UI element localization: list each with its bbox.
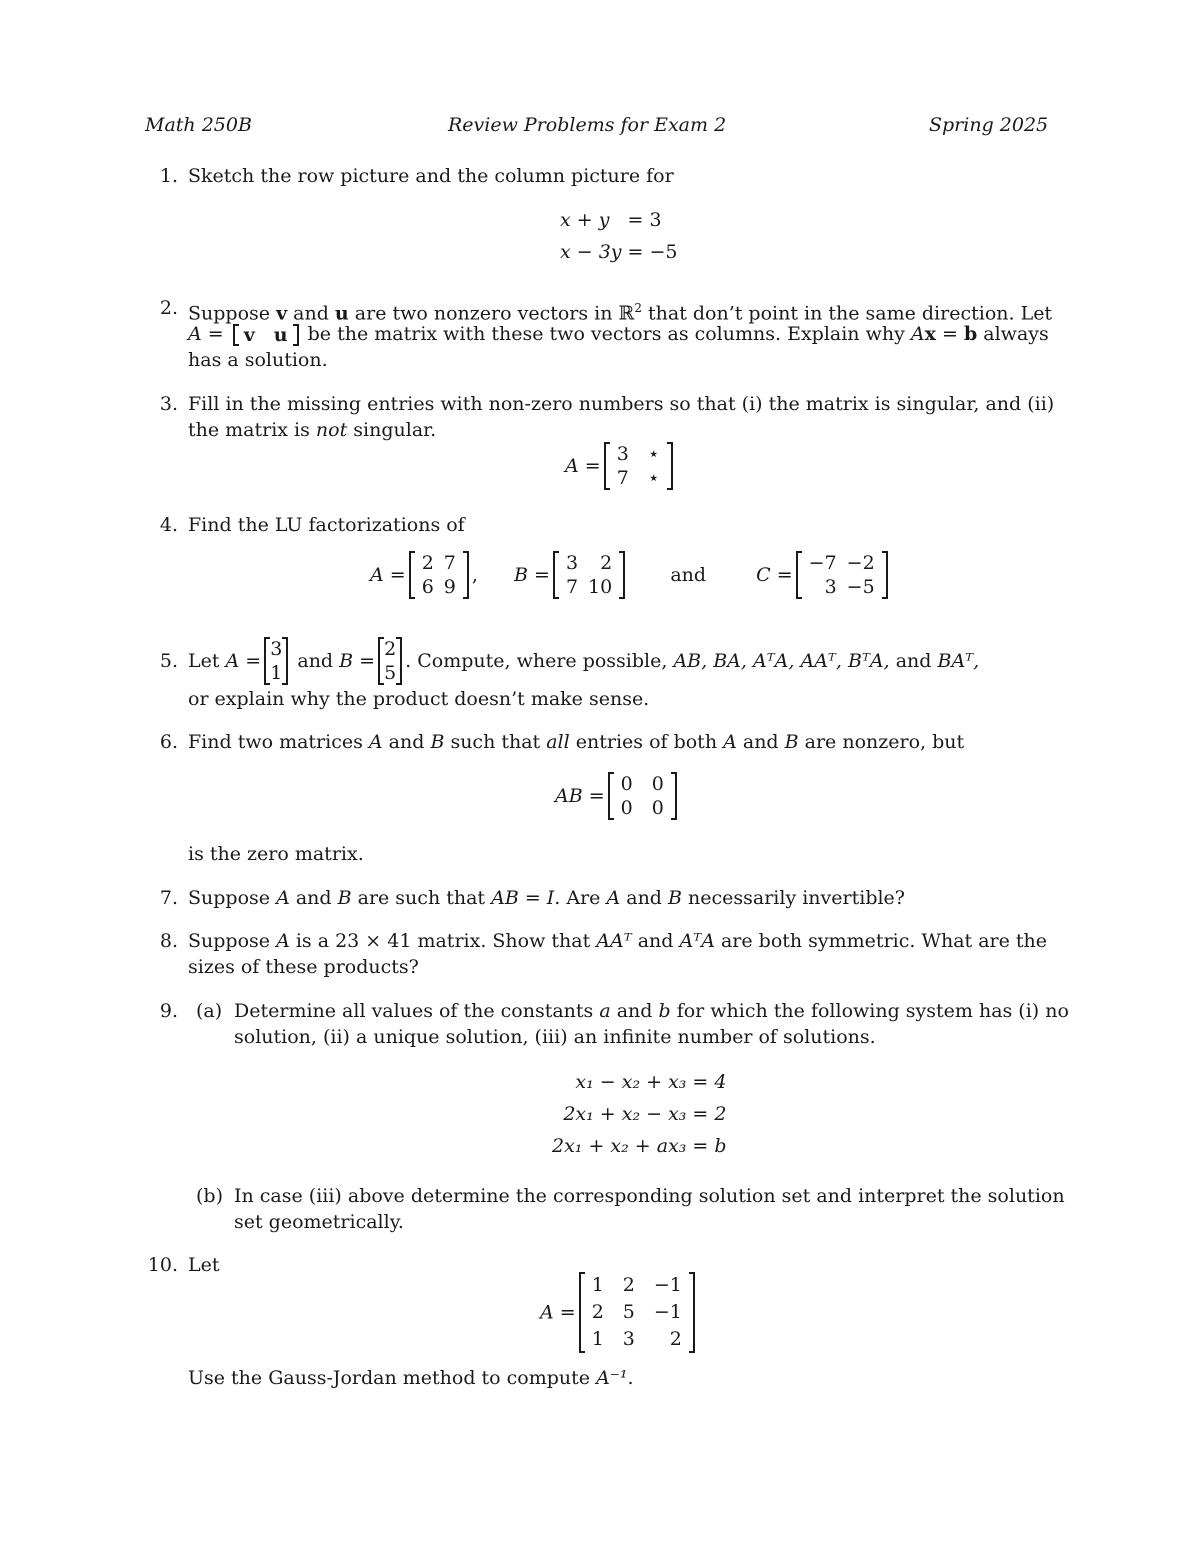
semester: Spring 2025 xyxy=(929,114,1049,136)
equation-rhs: = −5 xyxy=(627,241,678,263)
matrix-b: 3 2 7 10 xyxy=(553,551,625,599)
problem-10-let: Let xyxy=(188,1254,220,1276)
document-title: Review Problems for Exam 2 xyxy=(448,114,727,136)
vector-b: 2 5 xyxy=(378,637,402,685)
problem-4-text: Find the LU factorizations of xyxy=(188,514,465,536)
problem-9-system xyxy=(552,1066,727,1162)
equation-lhs: x − 3y xyxy=(560,241,622,263)
problem-6-line-2: is the zero matrix. xyxy=(188,843,364,865)
problem-number: 4. xyxy=(159,514,178,536)
problem-1-system xyxy=(560,204,678,268)
problem-number: 2. xyxy=(159,297,178,319)
problem-3-line-2: the matrix is not singular. xyxy=(188,419,437,441)
problem-8-line-1: Suppose A is a 23 × 41 matrix. Show that AAᵀ and AᵀA are both symmetric. What are the xyxy=(188,930,1048,952)
problem-2-line-1: Suppose v and u are two nonzero vectors in ℝ$^2$ that don’t point in the same direction. Let xyxy=(188,301,1053,325)
equation-lhs: x + y xyxy=(560,209,610,231)
problem-7-text: Suppose A and B are such that AB = I. Are A and B necessarily invertible? xyxy=(188,887,905,909)
problem-10-line-2: Use the Gauss-Jordan method to compute A⁻¹. xyxy=(188,1367,634,1389)
problem-9a-line-2: solution, (ii) a unique solution, (iii) an infinite number of solutions. xyxy=(234,1026,876,1048)
problem-5-line-2: or explain why the product doesn’t make sense. xyxy=(188,688,650,710)
equation-rhs: = b xyxy=(692,1135,727,1157)
problem-9a-line-1: Determine all values of the constants a and b for which the following system has (i) no xyxy=(234,1000,1069,1022)
matrix-c: −7 −2 3 −5 xyxy=(796,551,888,599)
problem-number: 7. xyxy=(159,887,178,909)
problem-number: 1. xyxy=(159,165,178,187)
equation-lhs: 2x₁ + x₂ + ax₃ xyxy=(552,1135,687,1157)
problem-2-line-2: A = v u be the matrix with these two vectors as columns. Explain why Ax = b always xyxy=(188,323,1049,346)
problem-number: 5. xyxy=(159,650,178,672)
matrix-a: 2 7 6 9 xyxy=(409,551,469,599)
problem-3-matrix: A = 3 ⋆ 7 ⋆ xyxy=(565,442,676,490)
problem-6-line-1: Find two matrices A and B such that all entries of both A and B are nonzero, but xyxy=(188,731,965,753)
problem-9b-line-1: In case (iii) above determine the corresponding solution set and interpret the solution xyxy=(234,1185,1065,1207)
problem-4-matrices: A = 2 7 6 9 , B = 3 2 7 10 and C = −7 −2 3 −5 xyxy=(370,551,891,599)
problem-2-line-3: has a solution. xyxy=(188,349,328,371)
problem-3-line-1: Fill in the missing entries with non-zero numbers so that (i) the matrix is singular, and (ii) xyxy=(188,393,1055,415)
vector-a: 3 1 xyxy=(264,637,288,685)
problem-8-line-2: sizes of these products? xyxy=(188,956,419,978)
part-label: (b) xyxy=(196,1185,223,1207)
equation-rhs: = 4 xyxy=(692,1071,727,1093)
problem-9b-line-2: set geometrically. xyxy=(234,1211,404,1233)
equation-lhs: x₁ − x₂ + x₃ xyxy=(575,1071,687,1093)
problem-number: 8. xyxy=(159,930,178,952)
problem-number: 9. xyxy=(159,1000,178,1022)
problem-6-matrix: AB = 0 0 0 0 xyxy=(555,772,680,820)
problem-1-text: Sketch the row picture and the column picture for xyxy=(188,165,674,187)
problem-number: 10. xyxy=(147,1254,178,1276)
equation-rhs: = 3 xyxy=(627,209,662,231)
equation-lhs: 2x₁ + x₂ − x₃ xyxy=(563,1103,687,1125)
course-title: Math 250B xyxy=(145,114,252,136)
part-label: (a) xyxy=(196,1000,223,1022)
equation-rhs: = 2 xyxy=(692,1103,727,1125)
problem-10-matrix: A = 1 2 −1 2 5 −1 1 3 2 xyxy=(540,1272,698,1353)
problem-number: 6. xyxy=(159,731,178,753)
problem-5-line-1: Let A = 3 1 and B = 2 5 . Compute, where possible, AB, BA, AᵀA, AAᵀ, BᵀA, and BAᵀ, xyxy=(188,638,980,684)
problem-number: 3. xyxy=(159,393,178,415)
vector-matrix: v u xyxy=(233,324,299,346)
